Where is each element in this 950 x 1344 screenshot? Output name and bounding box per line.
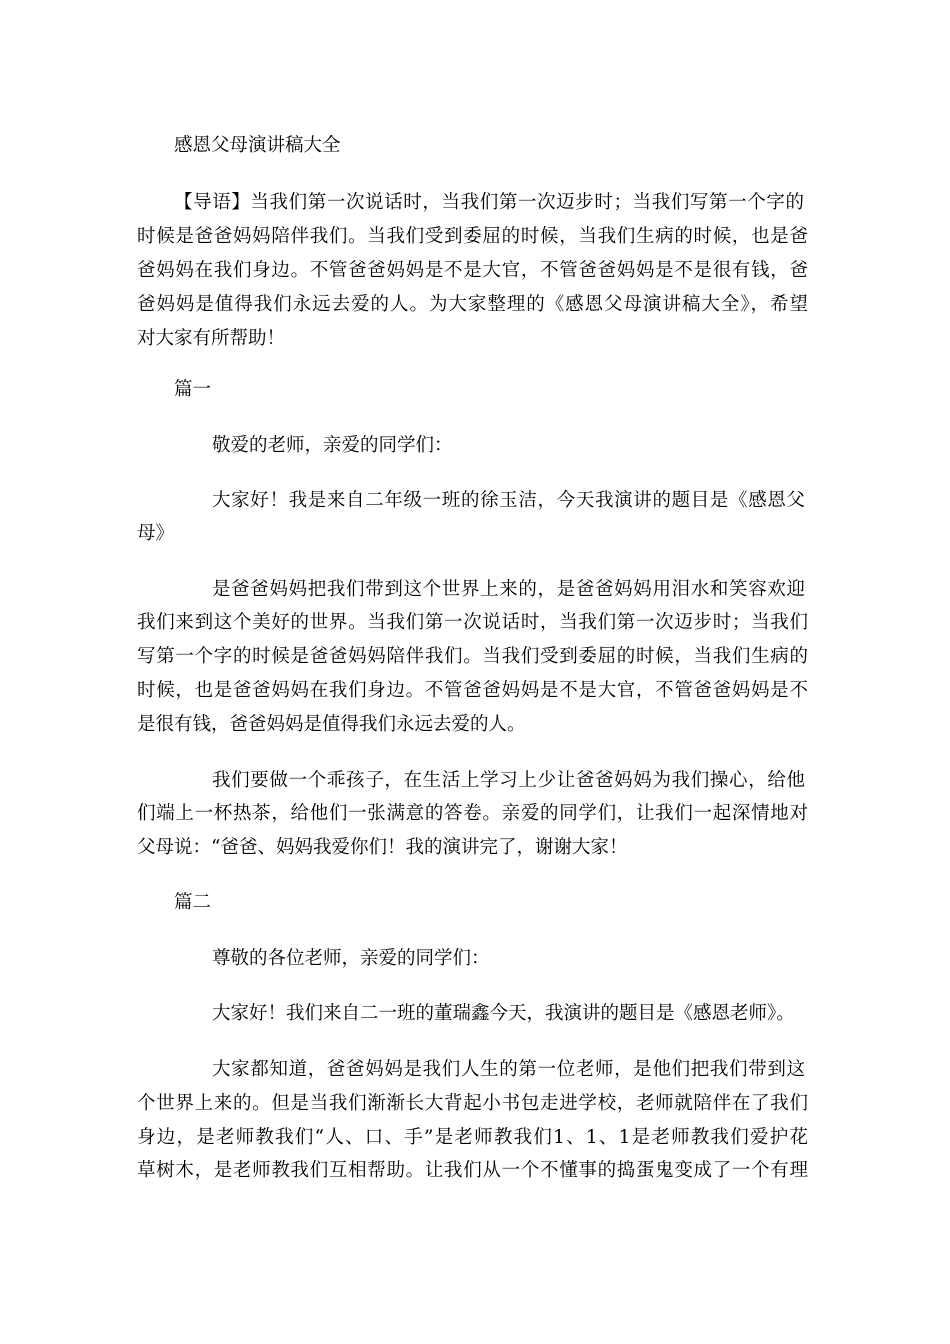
body-line: 是很有钱，爸爸妈妈是值得我们永远去爱的人。 [137,714,526,735]
body-line: 父母说：“爸爸、妈妈我爱你们！我的演讲完了，谢谢大家！ [137,837,628,858]
body-line: 们端上一杯热茶，给他们一张满意的答卷。亲爱的同学们，让我们一起深情地对 [137,803,808,824]
greeting-line: 大家好！我是来自二年级一班的徐玉洁，今天我演讲的题目是《感恩父 [212,490,805,511]
body-line: 写第一个字的时候是爸爸妈妈陪伴我们。当我们受到委屈的时候，当我们生病的 [137,646,808,667]
intro-line: 爸妈妈在我们身边。不管爸爸妈妈是不是大官，不管爸爸妈妈是不是很有钱，爸 [137,260,808,281]
intro-line: 爸妈妈是值得我们永远去爱的人。为大家整理的《感恩父母演讲稿大全》，希望 [137,294,808,315]
body-line: 草树木，是老师教我们互相帮助。让我们从一个不懂事的捣蛋鬼变成了一个有理 [137,1160,808,1181]
greeting-paragraph-2: 大家好！我们来自二一班的董瑞鑫今天，我演讲的题目是《感恩老师》。 [212,1003,795,1024]
intro-line: 对大家有所帮助！ [137,328,286,349]
document-title: 感恩父母演讲稿大全 [174,135,341,156]
body-line: 是爸爸妈妈把我们带到这个世界上来的，是爸爸妈妈用泪水和笑容欢迎 [212,579,805,600]
body-line: 我们来到这个美好的世界。当我们第一次说话时，当我们第一次迈步时；当我们 [137,612,808,633]
section-heading-2: 篇二 [174,892,212,913]
greeting-line: 母》 [137,523,175,544]
body-line: 时候，也是爸爸妈妈在我们身边。不管爸爸妈妈是不是大官，不管爸爸妈妈是不 [137,680,808,701]
salutation-1: 敬爱的老师，亲爱的同学们： [212,435,453,456]
intro-line: 【导语】当我们第一次说话时，当我们第一次迈步时；当我们写第一个字的 [174,192,804,213]
section-heading-1: 篇一 [174,379,212,400]
body-line: 身边，是老师教我们“人、口、手”是老师教我们1、1、1是老师教我们爱护花 [137,1127,808,1148]
body-line: 大家都知道，爸爸妈妈是我们人生的第一位老师，是他们把我们带到这 [212,1059,805,1080]
intro-line: 时候是爸爸妈妈陪伴我们。当我们受到委屈的时候，当我们生病的时候，也是爸 [137,226,808,247]
body-line: 我们要做一个乖孩子，在生活上学习上少让爸爸妈妈为我们操心，给他 [212,770,805,791]
body-line: 个世界上来的。但是当我们渐渐长大背起小书包走进学校，老师就陪伴在了我们 [137,1093,808,1114]
salutation-2: 尊敬的各位老师，亲爱的同学们： [212,948,490,969]
